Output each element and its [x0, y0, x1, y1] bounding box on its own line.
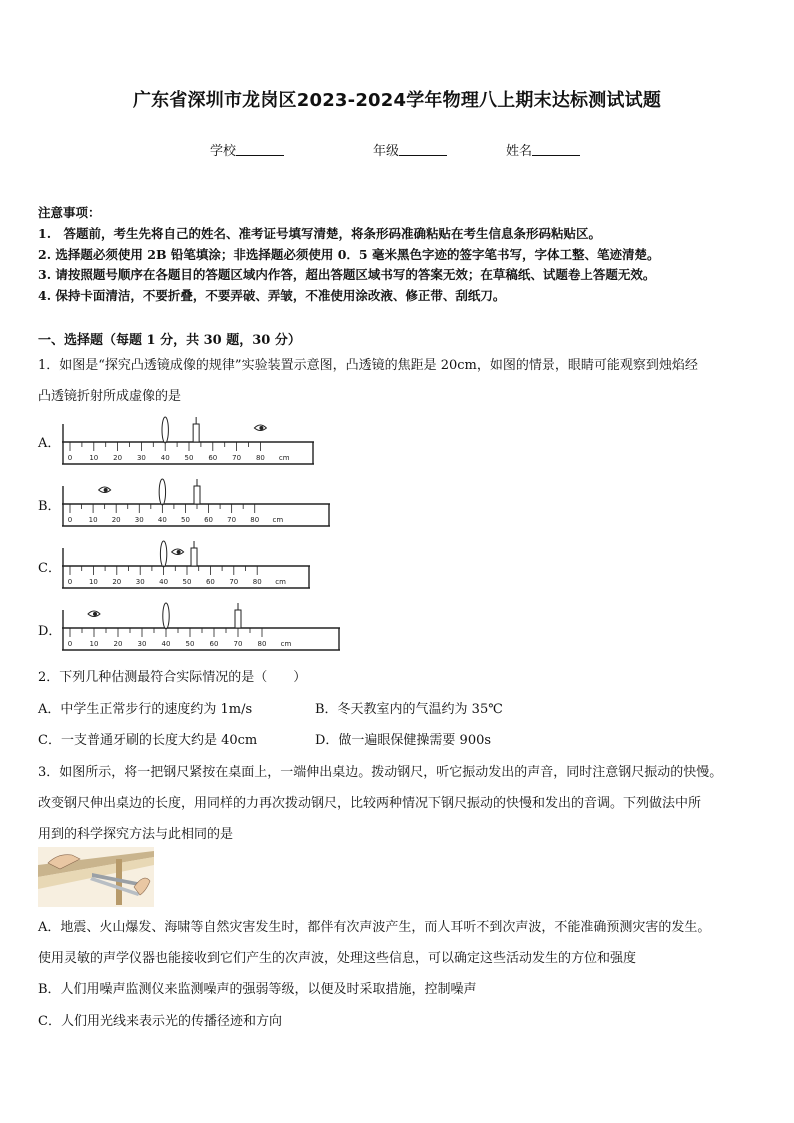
ruler-tick-label: 0 — [67, 516, 73, 524]
question-3-option-a-cont: 使用灵敏的声学仪器也能接收到它们产生的次声波，处理这些信息，可以确定这些活动发生的方位和强度 — [38, 951, 637, 966]
ruler-tick-label: 10 — [88, 516, 98, 524]
ruler-tick-label: 50 — [180, 516, 190, 524]
question-1-stem-cont: 凸透镜折射所成虚像的是 — [38, 389, 182, 404]
ruler-tick-label: 50 — [184, 454, 194, 462]
convex-lens-icon — [160, 541, 166, 567]
ruler-tick-label: 30 — [136, 454, 146, 462]
ruler-unit-label: cm — [275, 578, 286, 586]
steel-ruler-illustration — [38, 847, 154, 907]
ruler-tick-label: 50 — [182, 578, 192, 586]
ruler-tick-label: 40 — [161, 640, 171, 648]
notes-heading: 注意事项： — [38, 205, 101, 220]
school-field — [210, 140, 284, 159]
convex-lens-icon — [162, 417, 168, 443]
note-item: 3. 请按照题号顺序在各题目的答题区域内作答，超出答题区域书写的答案无效；在草稿纸、试题卷上答题无效。 — [38, 267, 656, 282]
ruler-tick-label: 40 — [157, 516, 167, 524]
option-d-label: D． — [38, 624, 62, 639]
question-3-option-a: A．地震、火山爆发、海啸等自然灾害发生时，都伴有次声波产生，而人耳听不到次声波，不能准确预测灾害的发生。 — [38, 920, 711, 935]
ruler-tick-label: 30 — [134, 516, 144, 524]
name-blank[interactable] — [532, 143, 580, 156]
ruler-tick-label: 70 — [233, 640, 243, 648]
option-c-ruler-diagram — [62, 538, 310, 592]
ruler-tick-label: 40 — [160, 454, 170, 462]
ruler-tick-label: 70 — [232, 454, 242, 462]
ruler-tick-label: 0 — [67, 578, 73, 586]
question-3-option-c: C．人们用光线来表示光的传播径迹和方向 — [38, 1014, 282, 1029]
ruler-tick-label: 10 — [89, 454, 99, 462]
candle-icon — [191, 548, 197, 566]
page-title: 广东省深圳市龙岗区2023-2024学年物理八上期末达标测试试题 — [132, 90, 662, 111]
name-label: 姓名 — [506, 144, 533, 159]
school-label: 学校 — [210, 144, 237, 159]
ruler-tick-label: 20 — [113, 454, 123, 462]
option-d-ruler-diagram — [62, 600, 340, 656]
ruler-tick-label: 50 — [185, 640, 195, 648]
ruler-tick-label: 30 — [135, 578, 145, 586]
eye-pupil-icon — [104, 488, 108, 492]
ruler-tick-label: 70 — [227, 516, 237, 524]
eye-pupil-icon — [177, 550, 181, 554]
ruler-tick-label: 20 — [113, 640, 123, 648]
ruler-tick-label: 80 — [257, 640, 267, 648]
question-2-stem: 2．下列几种估测最符合实际情况的是（ ） — [38, 670, 307, 685]
question-3-stem-cont: 用到的科学探究方法与此相同的是 — [38, 827, 234, 842]
grade-blank[interactable] — [399, 143, 447, 156]
option-c-label: C． — [38, 561, 61, 576]
ruler-tick-label: 60 — [204, 516, 214, 524]
question-2-option-d: D．做一遍眼保健操需要 900s — [315, 733, 492, 748]
ruler-unit-label: cm — [272, 516, 284, 524]
section-heading: 一、选择题（每题 1 分，共 30 题，30 分） — [38, 333, 301, 348]
ruler-tick-label: 10 — [88, 578, 98, 586]
question-1-stem: 1．如图是“探究凸透镜成像的规律”实验装置示意图，凸透镜的焦距是 20cm，如图的情景，眼睛可能观察到烛焰经 — [38, 358, 698, 373]
question-2-option-c: C．一支普通牙刷的长度大约是 40cm — [38, 733, 258, 748]
note-item: 1. 答题前，考生先将自己的姓名、准考证号填写清楚，将条形码准确粘贴在考生信息条形码粘贴区。 — [38, 226, 602, 241]
question-3-stem-cont: 改变钢尺伸出桌边的长度，用同样的力再次拨动钢尺，比较两种情况下钢尺振动的快慢和发出的音调。下列做法中所 — [38, 796, 702, 811]
ruler-tick-label: 0 — [67, 454, 73, 462]
name-field — [506, 140, 580, 159]
option-b-label: B． — [38, 499, 61, 514]
ruler-tick-label: 80 — [252, 578, 262, 586]
grade-label: 年级 — [373, 144, 400, 159]
grade-field — [373, 140, 447, 159]
ruler-tick-label: 60 — [209, 640, 219, 648]
question-2-option-a: A．中学生正常步行的速度约为 1m/s — [38, 702, 253, 717]
ruler-unit-label: cm — [280, 640, 292, 648]
ruler-tick-label: 20 — [111, 516, 121, 524]
question-3-option-b: B．人们用噪声监测仪来监测噪声的强弱等级，以便及时采取措施，控制噪声 — [38, 982, 477, 997]
convex-lens-icon — [163, 603, 169, 629]
school-blank[interactable] — [236, 143, 284, 156]
ruler-tick-label: 40 — [159, 578, 169, 586]
note-item: 4. 保持卡面清洁，不要折叠，不要弄破、弄皱，不准使用涂改液、修正带、刮纸刀。 — [38, 288, 506, 303]
option-b-ruler-diagram — [62, 476, 330, 530]
convex-lens-icon — [159, 479, 165, 505]
option-a-ruler-diagram — [62, 414, 314, 468]
ruler-tick-label: 70 — [229, 578, 239, 586]
ruler-tick-label: 0 — [67, 640, 73, 648]
ruler-tick-label: 80 — [255, 454, 265, 462]
ruler-tick-label: 60 — [208, 454, 218, 462]
eye-pupil-icon — [259, 426, 263, 430]
eye-pupil-icon — [93, 612, 97, 616]
ruler-tick-label: 10 — [89, 640, 99, 648]
candle-icon — [235, 610, 241, 628]
question-3-stem: 3．如图所示，将一把钢尺紧按在桌面上，一端伸出桌边。拨动钢尺，听它振动发出的声音，同时注意钢尺振动的快慢。 — [38, 765, 723, 780]
ruler-tick-label: 30 — [137, 640, 147, 648]
ruler-tick-label: 80 — [250, 516, 260, 524]
ruler-tick-label: 60 — [205, 578, 215, 586]
note-item: 2. 选择题必须使用 2B 铅笔填涂；非选择题必须使用 0．5 毫米黑色字迹的签字笔书写，字体工整、笔迹清楚。 — [38, 247, 660, 262]
question-2-option-b: B．冬天教室内的气温约为 35℃ — [315, 702, 503, 717]
option-a-label: A． — [38, 436, 61, 451]
ruler-unit-label: cm — [278, 454, 290, 462]
candle-icon — [193, 424, 199, 442]
ruler-tick-label: 20 — [112, 578, 122, 586]
candle-icon — [194, 486, 200, 504]
